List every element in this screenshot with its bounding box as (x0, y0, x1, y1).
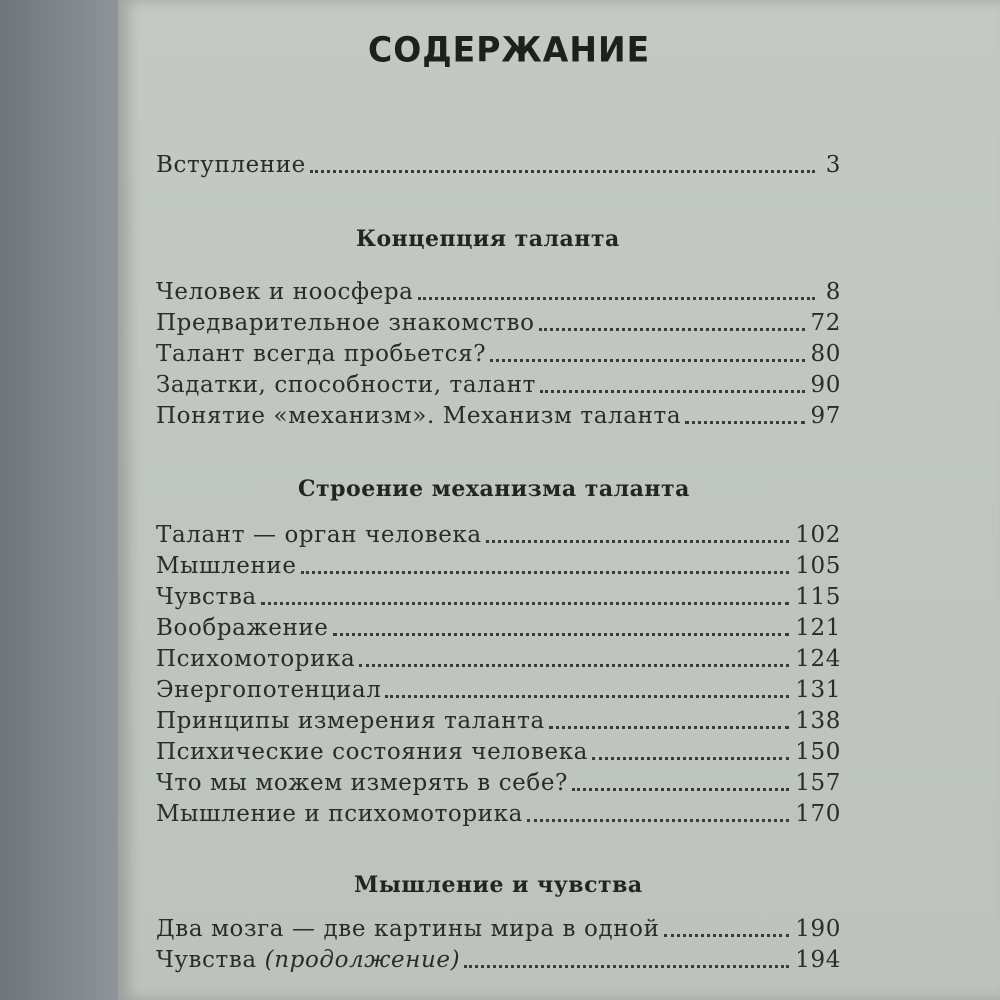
toc-entry (156, 308, 841, 338)
toc-entry (156, 277, 841, 307)
toc-entry-label: Мышление и психомоторика (156, 801, 523, 827)
toc-entry (156, 339, 841, 369)
toc-entry-label: Чувства (156, 584, 257, 610)
toc-entry-page: 3 (825, 152, 841, 178)
toc-entry-page: 105 (795, 553, 841, 579)
toc-entry-page: 157 (795, 770, 841, 796)
dot-leader (592, 757, 789, 760)
toc-entry-label: Энергопотенциал (156, 677, 382, 703)
toc-entry-page: 102 (795, 522, 841, 548)
toc-entry-label: Понятие «механизм». Механизм таланта (156, 403, 682, 429)
toc-entry-page: 131 (795, 677, 841, 703)
toc-entry-page: 72 (810, 310, 841, 336)
toc-entry-page: 121 (795, 615, 841, 641)
toc-entry-label: Психические состояния человека (156, 739, 588, 765)
toc-entry (156, 675, 841, 705)
toc-entry-label-italic: (продолжение) (264, 947, 461, 973)
toc-entry-label: Предварительное знакомство (156, 310, 535, 336)
dot-leader (572, 788, 789, 791)
dot-leader (540, 390, 805, 393)
toc-entry (156, 799, 841, 829)
toc-entry (156, 706, 841, 736)
toc-entry-page: 170 (795, 801, 841, 827)
toc-entry-label (156, 945, 460, 975)
section-heading-structure: Строение механизма таланта (298, 476, 690, 502)
toc-entry (156, 613, 841, 643)
toc-entry (156, 551, 841, 581)
toc-entry-page: 115 (795, 584, 841, 610)
toc-entry-label: Психомоторика (156, 646, 356, 672)
toc-entry-label: Задатки, способности, талант (156, 372, 536, 398)
toc-entry (156, 945, 841, 975)
toc-entry (156, 401, 841, 431)
toc-entry (156, 370, 841, 400)
toc-entry (156, 737, 841, 767)
toc-entry-label: Что мы можем измерять в себе? (156, 770, 568, 796)
toc-entry (156, 914, 841, 944)
dot-leader (539, 328, 805, 331)
toc-entry-label: Талант — орган человека (156, 522, 482, 548)
toc-entry-label: Мышление (156, 553, 297, 579)
dot-leader (385, 695, 789, 698)
page-title: СОДЕРЖАНИЕ (368, 29, 651, 70)
toc-entry-label: Человек и ноосфера (156, 279, 414, 305)
toc-entry (156, 768, 841, 798)
dot-leader (490, 359, 804, 362)
toc-entry-intro (156, 150, 841, 180)
toc-entry-page: 90 (810, 372, 841, 398)
toc-entry-label: Воображение (156, 615, 329, 641)
toc-entry-label: Талант всегда пробьется? (156, 341, 487, 367)
book-page (118, 0, 1000, 1000)
dot-leader (527, 819, 789, 822)
toc-entry-page: 8 (825, 279, 841, 305)
dot-leader (685, 421, 804, 424)
page-gutter-shadow (0, 0, 118, 1000)
dot-leader (333, 633, 790, 636)
toc-entry-label-text: Чувства (156, 947, 257, 973)
toc-entry-page: 138 (795, 708, 841, 734)
toc-entry-page: 190 (795, 916, 841, 942)
toc-entry (156, 520, 841, 550)
dot-leader (664, 934, 790, 937)
toc-entry-page: 97 (810, 403, 841, 429)
dot-leader (301, 571, 790, 574)
toc-entry-page: 194 (795, 947, 841, 973)
dot-leader (486, 540, 790, 543)
toc-entry-label: Вступление (156, 152, 306, 178)
dot-leader (310, 170, 815, 173)
toc-entry-label: Принципы измерения таланта (156, 708, 545, 734)
dot-leader (261, 602, 790, 605)
toc-entry (156, 644, 841, 674)
dot-leader (549, 726, 789, 729)
section-heading-thinking: Мышление и чувства (354, 872, 643, 898)
dot-leader (464, 965, 789, 968)
dot-leader (359, 664, 789, 667)
toc-entry-page: 150 (795, 739, 841, 765)
toc-entry-page: 124 (795, 646, 841, 672)
toc-entry (156, 582, 841, 612)
section-heading-concept: Концепция таланта (356, 226, 620, 252)
toc-entry-page: 80 (810, 341, 841, 367)
toc-entry-label: Два мозга — две картины мира в одной (156, 916, 660, 942)
dot-leader (418, 297, 816, 300)
